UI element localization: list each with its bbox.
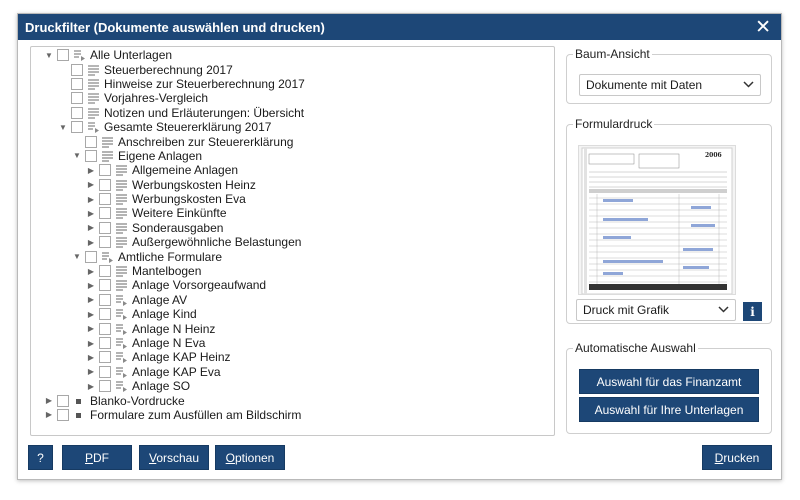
tree-row[interactable] [31,120,554,134]
tree-row-label: Anlage KAP Eva [132,364,221,379]
tree-checkbox[interactable] [71,92,83,104]
folder-doc-icon [73,49,86,61]
tree-checkbox[interactable] [57,395,69,407]
doc-lines-icon [101,150,114,162]
tree-view-select[interactable] [579,74,761,96]
tree-checkbox[interactable] [85,150,97,162]
tree-checkbox[interactable] [85,251,97,263]
tree-row-label: Amtliche Formulare [118,249,223,264]
select-for-tax-office-button[interactable]: Auswahl für das Finanzamt [579,369,759,394]
tree-row[interactable] [31,106,554,120]
folder-doc-icon [101,251,114,263]
tree-row-label: Allgemeine Anlagen [132,163,239,178]
tree-row-label: Anlage SO [132,379,191,394]
doc-lines-icon [115,265,128,277]
tree-checkbox[interactable] [99,351,111,363]
tree-checkbox[interactable] [99,337,111,349]
tree-row-label: Hinweise zur Steuerberechnung 2017 [104,76,305,91]
form-preview-image [578,145,736,295]
folder-doc-icon [115,323,128,335]
tree-view-legend: Baum-Ansicht [575,47,650,61]
doc-lines-icon [87,92,100,104]
tree-checkbox[interactable] [99,164,111,176]
tree-row[interactable] [31,365,554,379]
tree-row-label: Anlage AV [132,292,188,307]
tree-checkbox[interactable] [99,279,111,291]
tree-row-label: Formulare zum Ausfüllen am Bildschirm [90,407,302,422]
tree-row-label: Eigene Anlagen [118,148,203,163]
tree-checkbox[interactable] [99,265,111,277]
tree-checkbox[interactable] [99,294,111,306]
pdf-button-label: PDF [84,450,109,465]
caret-right-icon[interactable]: ▶ [87,381,95,391]
doc-lines-icon [115,207,128,219]
tree-row[interactable] [31,206,554,220]
tree-row[interactable] [31,321,554,335]
caret-right-icon[interactable]: ▶ [87,352,95,362]
doc-lines-icon [87,64,100,76]
tree-row[interactable] [31,350,554,364]
chevron-down-icon [718,304,729,316]
tree-row[interactable] [31,62,554,76]
caret-right-icon[interactable]: ▶ [87,180,95,190]
print-button-label: Drucken [714,450,760,465]
tree-checkbox[interactable] [99,380,111,392]
tree-row[interactable] [31,192,554,206]
caret-right-icon[interactable]: ▶ [87,208,95,218]
tree-row[interactable] [31,393,554,407]
caret-down-icon[interactable]: ▼ [73,151,81,161]
tree-checkbox[interactable] [99,207,111,219]
tree-checkbox[interactable] [71,107,83,119]
tree-row[interactable] [31,91,554,105]
help-button[interactable]: ? [28,445,53,470]
doc-lines-icon [87,78,100,90]
folder-doc-icon [115,366,128,378]
doc-lines-icon [115,279,128,291]
doc-lines-icon [87,107,100,119]
tree-row[interactable] [31,149,554,163]
options-button[interactable] [215,445,285,470]
preview-year: 2006 [705,152,722,159]
caret-right-icon[interactable]: ▶ [87,194,95,204]
folder-doc-icon [115,294,128,306]
caret-right-icon[interactable]: ▶ [87,367,95,377]
print-button[interactable] [702,445,772,470]
tree-checkbox[interactable] [71,78,83,90]
tree-row[interactable] [31,293,554,307]
caret-right-icon[interactable]: ▶ [87,223,95,233]
tree-checkbox[interactable] [71,121,83,133]
tree-row[interactable] [31,278,554,292]
caret-right-icon[interactable]: ▶ [87,280,95,290]
tree-row-label: Steuerberechnung 2017 [104,62,233,77]
tree-view-select-value: Dokumente mit Daten [586,78,703,92]
tree-checkbox[interactable] [99,323,111,335]
tree-row-label: Werbungskosten Heinz [132,177,256,192]
tree-row-label: Sonderausgaben [132,220,224,235]
tree-row-label: Werbungskosten Eva [132,192,246,207]
doc-lines-icon [115,179,128,191]
tree-row-label: Blanko-Vordrucke [90,393,185,408]
caret-down-icon[interactable]: ▼ [73,252,81,262]
tree-row[interactable] [31,163,554,177]
tree-row[interactable] [31,307,554,321]
tree-row[interactable] [31,379,554,393]
doc-lines-icon [115,236,128,248]
close-icon[interactable]: ✕ [755,16,771,38]
doc-lines-icon [101,136,114,148]
tree-checkbox[interactable] [99,179,111,191]
info-icon[interactable]: i [743,302,762,321]
tree-row-label: Anschreiben zur Steuererklärung [118,134,294,149]
tree-row-label: Weitere Einkünfte [132,206,227,221]
caret-down-icon[interactable]: ▼ [59,122,67,132]
folder-doc-icon [115,308,128,320]
tree-checkbox[interactable] [99,222,111,234]
doc-lines-icon [115,193,128,205]
caret-right-icon[interactable]: ▶ [87,295,95,305]
auto-select-legend: Automatische Auswahl [575,341,696,355]
tree-checkbox[interactable] [57,409,69,421]
tree-row-label: Anlage Vorsorgeaufwand [132,278,267,293]
tree-row-label: Anlage KAP Heinz [132,350,231,365]
tree-row-label: Außergewöhnliche Belastungen [132,235,302,250]
tree-row[interactable] [31,336,554,350]
tree-row[interactable] [31,178,554,192]
tree-row[interactable] [31,48,554,62]
tree-row[interactable] [31,77,554,91]
print-filter-dialog [17,13,782,480]
folder-doc-icon [87,121,100,133]
tree-row-label: Alle Unterlagen [90,48,173,63]
caret-right-icon[interactable]: ▶ [87,266,95,276]
folder-doc-icon [115,380,128,392]
tree-row-label: Vorjahres-Vergleich [104,91,209,106]
tree-row[interactable] [31,134,554,148]
doc-lines-icon [115,164,128,176]
options-button-label: Optionen [225,450,275,465]
caret-right-icon[interactable]: ▶ [45,396,53,406]
tree-checkbox[interactable] [99,366,111,378]
tree-checkbox[interactable] [99,193,111,205]
caret-right-icon[interactable]: ▶ [87,165,95,175]
caret-right-icon[interactable]: ▶ [45,410,53,420]
pdf-button[interactable] [62,445,132,470]
tree-row-label: Anlage N Heinz [132,321,216,336]
form-print-legend: Formulardruck [575,117,653,131]
tree-checkbox[interactable] [99,236,111,248]
tree-row[interactable] [31,221,554,235]
tree-row[interactable] [31,264,554,278]
chevron-down-icon [743,79,754,91]
folder-doc-icon [115,351,128,363]
auto-select-group [566,341,772,434]
square-bullet-icon [73,395,86,407]
tree-row-label: Anlage Kind [132,307,197,322]
square-bullet-icon [73,409,86,421]
dialog-title: Druckfilter (Dokumente auswählen und drucken) [25,19,325,35]
tree-row[interactable] [31,235,554,249]
dialog-titlebar [18,14,781,40]
tree-row-label: Notizen und Erläuterungen: Übersicht [104,105,305,120]
tree-row[interactable] [31,408,554,422]
tree-row-label: Mantelbogen [132,264,202,279]
document-tree[interactable] [30,46,555,436]
caret-right-icon[interactable]: ▶ [87,309,95,319]
form-print-group [566,117,772,324]
caret-right-icon[interactable]: ▶ [87,338,95,348]
preview-button[interactable] [139,445,209,470]
tree-row-label: Anlage N Eva [132,336,206,350]
select-for-your-records-button[interactable]: Auswahl für Ihre Unterlagen [579,397,759,422]
caret-down-icon[interactable]: ▼ [45,50,53,60]
tree-checkbox[interactable] [85,136,97,148]
tree-checkbox[interactable] [57,49,69,61]
preview-button-label: Vorschau [148,450,200,465]
tree-view-group [566,47,772,104]
print-mode-select[interactable] [576,299,736,321]
print-mode-select-value: Druck mit Grafik [583,303,670,317]
tree-row[interactable] [31,249,554,263]
caret-right-icon[interactable]: ▶ [87,237,95,247]
tree-checkbox[interactable] [99,308,111,320]
tree-row-label: Gesamte Steuererklärung 2017 [104,120,272,135]
tree-checkbox[interactable] [71,64,83,76]
doc-lines-icon [115,222,128,234]
folder-doc-icon [115,337,128,349]
caret-right-icon[interactable]: ▶ [87,324,95,334]
